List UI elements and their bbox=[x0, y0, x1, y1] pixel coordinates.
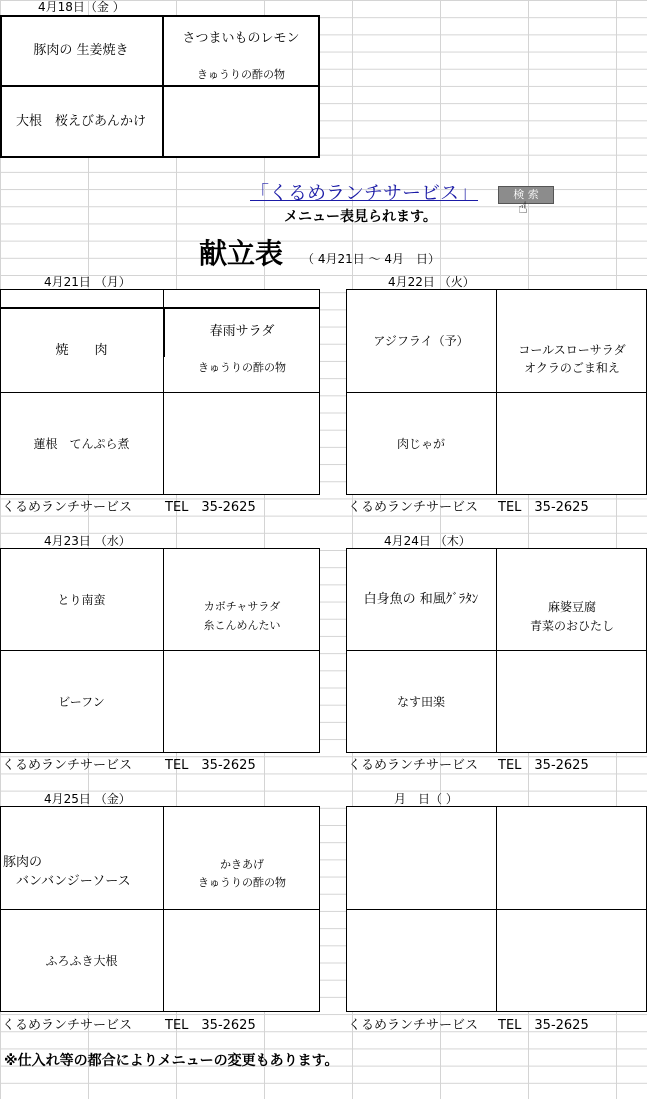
service-subtitle: メニュー表見られます。 bbox=[284, 209, 437, 225]
top-day-side1a: さつまいものレモン bbox=[182, 31, 300, 46]
footer-tel: TEL 35-2625 bbox=[498, 1018, 589, 1033]
date-range: （ 4月21日 ～ 4月 日） bbox=[302, 252, 440, 266]
day1-main2: 蓮根 てんぷら煮 bbox=[33, 436, 130, 451]
day2-main2: 肉じゃが bbox=[396, 436, 445, 451]
day5-date: 4月25日 （金） bbox=[44, 792, 131, 806]
service-link[interactable]: 「くるめランチサービス」 bbox=[250, 182, 479, 204]
day5-side-b: きゅうりの酢の物 bbox=[198, 876, 286, 889]
day1-side-a: 春雨サラダ bbox=[209, 324, 275, 339]
day3-main1: とり南蛮 bbox=[57, 592, 106, 607]
day5-main1-line1: 豚肉の bbox=[3, 855, 43, 870]
footer-company: くるめランチサービス bbox=[2, 500, 133, 515]
page-title: 献立表 bbox=[199, 237, 284, 270]
day1-main1: 焼 肉 bbox=[55, 342, 108, 358]
day1-date: 4月21日 （月） bbox=[44, 275, 131, 289]
day6-main2 bbox=[346, 910, 496, 1011]
day3-date: 4月23日 （水） bbox=[44, 534, 131, 548]
footer-tel: TEL 35-2625 bbox=[498, 500, 589, 515]
day3-side-b: 糸こんめんたい bbox=[203, 619, 281, 632]
top-day-date: 4月18日（金 ） bbox=[38, 0, 125, 14]
day5-main2: ふろふき大根 bbox=[45, 953, 118, 968]
notice-text: ※仕入れ等の都合によりメニューの変更もあります。 bbox=[4, 1053, 339, 1069]
day2-main1: アジフライ（予） bbox=[373, 334, 469, 348]
top-day-side1b: きゅうりの酢の物 bbox=[197, 68, 285, 81]
footer-company: くるめランチサービス bbox=[348, 758, 479, 773]
footer-company: くるめランチサービス bbox=[348, 1018, 479, 1033]
day4-side-a: 麻婆豆腐 bbox=[547, 600, 596, 614]
day4-date: 4月24日 （木） bbox=[384, 534, 471, 548]
day6-main1 bbox=[346, 807, 496, 909]
day4-main1: 白身魚の 和風ｸﾞﾗﾀﾝ bbox=[363, 591, 479, 607]
day2-date: 4月22日 （火） bbox=[388, 275, 475, 289]
hand-cursor-icon: ☝ bbox=[518, 198, 528, 217]
top-day-main2: 大根 桜えびあんかけ bbox=[15, 114, 146, 129]
footer-company: くるめランチサービス bbox=[2, 758, 133, 773]
day2-side-b: オクラのごま和え bbox=[524, 361, 620, 375]
day5-main1-line2: バンバンジーソース bbox=[3, 874, 131, 889]
day2-side-a: コールスローサラダ bbox=[518, 343, 626, 357]
footer-company: くるめランチサービス bbox=[348, 500, 479, 515]
footer-company: くるめランチサービス bbox=[2, 1018, 133, 1033]
day4-side-b: 青菜のおひたし bbox=[529, 619, 614, 633]
day6-date: 月 日（ ） bbox=[394, 792, 458, 806]
day3-side-a: カボチャサラダ bbox=[203, 600, 281, 613]
search-button-label: 検 索 bbox=[513, 188, 539, 201]
day3-main2: ビーフン bbox=[58, 694, 105, 709]
day1-side-b: きゅうりの酢の物 bbox=[198, 361, 286, 374]
day4-main2: なす田楽 bbox=[396, 694, 445, 709]
footer-tel: TEL 35-2625 bbox=[165, 758, 256, 773]
day5-side-a: かきあげ bbox=[220, 858, 264, 871]
top-day-main1: 豚肉の 生姜焼き bbox=[33, 43, 129, 58]
footer-tel: TEL 35-2625 bbox=[165, 1018, 256, 1033]
footer-tel: TEL 35-2625 bbox=[498, 758, 589, 773]
footer-tel: TEL 35-2625 bbox=[165, 500, 256, 515]
